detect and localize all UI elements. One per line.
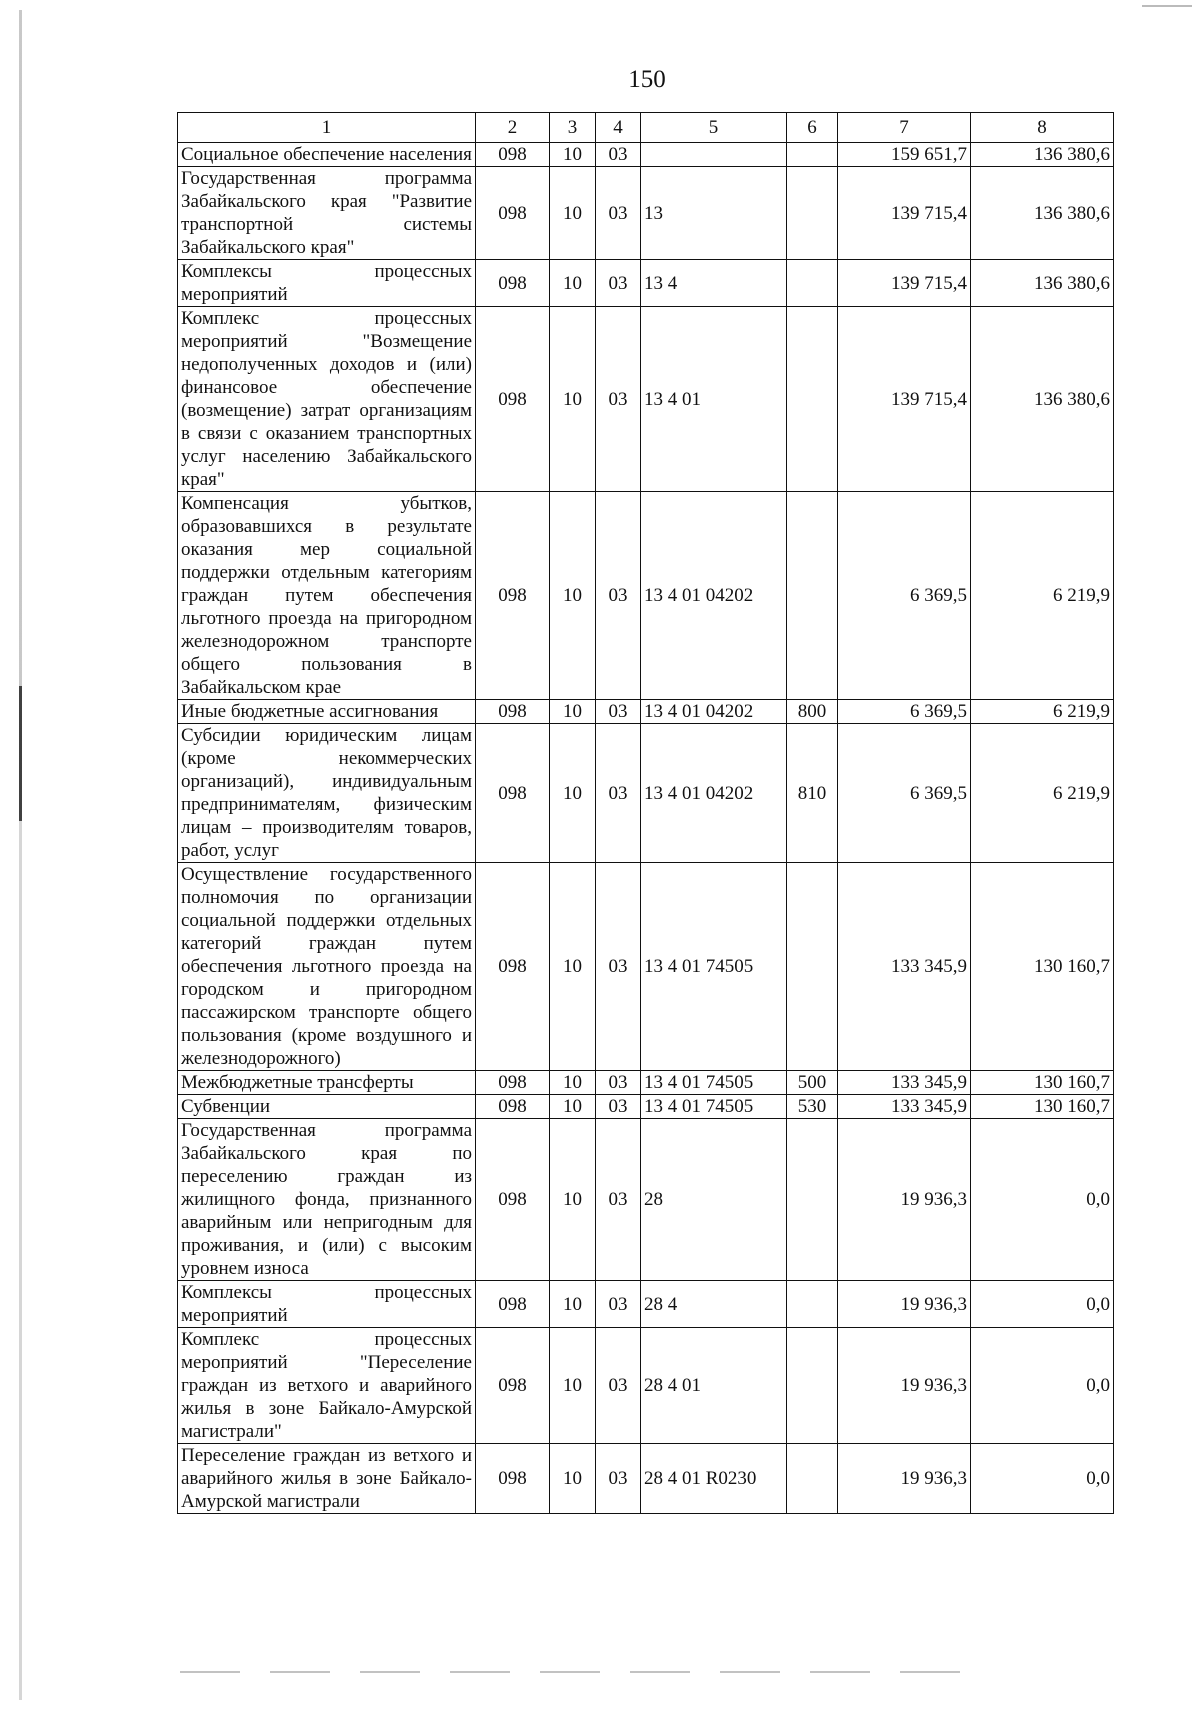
- row-amount-2: 130 160,7: [971, 1095, 1114, 1119]
- row-target-code: 13 4 01 04202: [641, 724, 787, 863]
- row-subsection: 03: [596, 1071, 641, 1095]
- table-row: [178, 260, 1114, 307]
- row-section: 10: [550, 1444, 596, 1514]
- row-amount-2: 136 380,6: [971, 143, 1114, 167]
- row-amount-1: 6 369,5: [838, 492, 971, 700]
- row-expense-type: [787, 1328, 838, 1444]
- row-section: 10: [550, 1328, 596, 1444]
- table-row: [178, 143, 1114, 167]
- row-amount-1: 139 715,4: [838, 307, 971, 492]
- budget-table: [177, 112, 1114, 1514]
- row-amount-2: 6 219,9: [971, 700, 1114, 724]
- row-amount-1: 19 936,3: [838, 1444, 971, 1514]
- row-admin-code: 098: [476, 863, 550, 1071]
- row-target-code: 13 4 01 74505: [641, 1071, 787, 1095]
- header-col-7: 7: [838, 113, 971, 143]
- row-name: Субсидии юридическим лицам (кроме некоммерческих организаций), индивидуальным предпринимателям, физическим лицам – производителям товаров, работ, услуг: [178, 724, 476, 863]
- row-admin-code: 098: [476, 143, 550, 167]
- row-expense-type: [787, 1444, 838, 1514]
- row-expense-type: [787, 863, 838, 1071]
- row-target-code: 13 4 01 74505: [641, 1095, 787, 1119]
- row-expense-type: [787, 1281, 838, 1328]
- row-section: 10: [550, 260, 596, 307]
- row-amount-2: 130 160,7: [971, 1071, 1114, 1095]
- scan-bottom-mark: [180, 1671, 960, 1673]
- row-amount-2: 0,0: [971, 1119, 1114, 1281]
- row-name: Комплексы процессных мероприятий: [178, 1281, 476, 1328]
- row-subsection: 03: [596, 863, 641, 1071]
- table-row: [178, 1328, 1114, 1444]
- row-name: Осуществление государственного полномочия по организации социальной поддержки отдельных категорий граждан путем обеспечения льготного проезда на городском и пригородном пассажирском транспорте общего пользования (кроме воздушного и железнодорожного): [178, 863, 476, 1071]
- row-target-code: 28 4 01 R0230: [641, 1444, 787, 1514]
- row-expense-type: [787, 143, 838, 167]
- row-subsection: 03: [596, 260, 641, 307]
- row-name: Комплекс процессных мероприятий "Переселение граждан из ветхого и аварийного жилья в зоне Байкало-Амурской магистрали": [178, 1328, 476, 1444]
- row-amount-1: 133 345,9: [838, 1095, 971, 1119]
- table-row: [178, 700, 1114, 724]
- row-expense-type: [787, 492, 838, 700]
- table-header-row: [178, 113, 1114, 143]
- table-row: [178, 1095, 1114, 1119]
- row-section: 10: [550, 167, 596, 260]
- row-admin-code: 098: [476, 1281, 550, 1328]
- row-target-code: [641, 143, 787, 167]
- row-amount-1: 6 369,5: [838, 724, 971, 863]
- table-row: [178, 724, 1114, 863]
- row-expense-type: [787, 260, 838, 307]
- row-amount-2: 136 380,6: [971, 167, 1114, 260]
- row-admin-code: 098: [476, 167, 550, 260]
- header-col-4: 4: [596, 113, 641, 143]
- row-target-code: 13 4 01 04202: [641, 700, 787, 724]
- table-row: [178, 1119, 1114, 1281]
- row-expense-type: 530: [787, 1095, 838, 1119]
- row-subsection: 03: [596, 492, 641, 700]
- row-expense-type: 810: [787, 724, 838, 863]
- row-target-code: 28 4: [641, 1281, 787, 1328]
- page-number: 150: [628, 66, 666, 93]
- row-section: 10: [550, 1071, 596, 1095]
- row-target-code: 28 4 01: [641, 1328, 787, 1444]
- row-admin-code: 098: [476, 1328, 550, 1444]
- table-row: [178, 1281, 1114, 1328]
- row-amount-2: 6 219,9: [971, 492, 1114, 700]
- row-amount-1: 139 715,4: [838, 167, 971, 260]
- header-col-3: 3: [550, 113, 596, 143]
- row-amount-2: 6 219,9: [971, 724, 1114, 863]
- row-target-code: 13: [641, 167, 787, 260]
- row-amount-2: 136 380,6: [971, 307, 1114, 492]
- row-section: 10: [550, 1281, 596, 1328]
- row-subsection: 03: [596, 700, 641, 724]
- row-name: Переселение граждан из ветхого и аварийного жилья в зоне Байкало-Амурской магистрали: [178, 1444, 476, 1514]
- row-name: Государственная программа Забайкальского края "Развитие транспортной системы Забайкальского края": [178, 167, 476, 260]
- row-amount-1: 6 369,5: [838, 700, 971, 724]
- row-name: Комплекс процессных мероприятий "Возмещение недополученных доходов и (или) финансовое обеспечение (возмещение) затрат организациям в связи с оказанием транспортных услуг населению Забайкальского края": [178, 307, 476, 492]
- row-amount-1: 19 936,3: [838, 1328, 971, 1444]
- row-section: 10: [550, 307, 596, 492]
- row-name: Субвенции: [178, 1095, 476, 1119]
- row-expense-type: [787, 307, 838, 492]
- row-name: Социальное обеспечение населения: [178, 143, 476, 167]
- row-section: 10: [550, 143, 596, 167]
- row-admin-code: 098: [476, 492, 550, 700]
- row-name: Компенсация убытков, образовавшихся в результате оказания мер социальной поддержки отдельным категориям граждан путем обеспечения льготного проезда на пригородном железнодорожном транспорте общего пользования в Забайкальском крае: [178, 492, 476, 700]
- row-admin-code: 098: [476, 1095, 550, 1119]
- row-subsection: 03: [596, 1444, 641, 1514]
- row-amount-2: 130 160,7: [971, 863, 1114, 1071]
- row-amount-2: 136 380,6: [971, 260, 1114, 307]
- row-subsection: 03: [596, 1095, 641, 1119]
- row-amount-1: 19 936,3: [838, 1281, 971, 1328]
- row-subsection: 03: [596, 1281, 641, 1328]
- row-section: 10: [550, 863, 596, 1071]
- row-subsection: 03: [596, 1119, 641, 1281]
- row-section: 10: [550, 700, 596, 724]
- row-target-code: 28: [641, 1119, 787, 1281]
- row-amount-1: 133 345,9: [838, 863, 971, 1071]
- table-row: [178, 307, 1114, 492]
- header-col-6: 6: [787, 113, 838, 143]
- row-target-code: 13 4: [641, 260, 787, 307]
- row-target-code: 13 4 01 74505: [641, 863, 787, 1071]
- header-col-2: 2: [476, 113, 550, 143]
- row-name: Комплексы процессных мероприятий: [178, 260, 476, 307]
- table-row: [178, 863, 1114, 1071]
- row-amount-1: 19 936,3: [838, 1119, 971, 1281]
- table-row: [178, 167, 1114, 260]
- row-subsection: 03: [596, 724, 641, 863]
- row-amount-1: 159 651,7: [838, 143, 971, 167]
- header-col-1: 1: [178, 113, 476, 143]
- row-admin-code: 098: [476, 700, 550, 724]
- row-section: 10: [550, 724, 596, 863]
- row-subsection: 03: [596, 167, 641, 260]
- row-amount-1: 139 715,4: [838, 260, 971, 307]
- row-admin-code: 098: [476, 1071, 550, 1095]
- row-section: 10: [550, 1119, 596, 1281]
- header-col-8: 8: [971, 113, 1114, 143]
- row-expense-type: 800: [787, 700, 838, 724]
- row-name: Государственная программа Забайкальского края по переселению граждан из жилищного фонда, признанного аварийным или непригодным для проживания, и (или) с высоким уровнем износа: [178, 1119, 476, 1281]
- table-row: [178, 492, 1114, 700]
- header-col-5: 5: [641, 113, 787, 143]
- row-admin-code: 098: [476, 1119, 550, 1281]
- row-subsection: 03: [596, 1328, 641, 1444]
- row-amount-2: 0,0: [971, 1444, 1114, 1514]
- row-admin-code: 098: [476, 1444, 550, 1514]
- row-expense-type: 500: [787, 1071, 838, 1095]
- table-row: [178, 1444, 1114, 1514]
- row-name: Иные бюджетные ассигнования: [178, 700, 476, 724]
- row-target-code: 13 4 01 04202: [641, 492, 787, 700]
- row-amount-2: 0,0: [971, 1328, 1114, 1444]
- row-admin-code: 098: [476, 260, 550, 307]
- row-amount-2: 0,0: [971, 1281, 1114, 1328]
- row-expense-type: [787, 1119, 838, 1281]
- row-expense-type: [787, 167, 838, 260]
- row-section: 10: [550, 492, 596, 700]
- row-name: Межбюджетные трансферты: [178, 1071, 476, 1095]
- scan-top-mark: [1142, 5, 1192, 7]
- row-admin-code: 098: [476, 307, 550, 492]
- row-subsection: 03: [596, 307, 641, 492]
- row-section: 10: [550, 1095, 596, 1119]
- row-amount-1: 133 345,9: [838, 1071, 971, 1095]
- row-subsection: 03: [596, 143, 641, 167]
- table-row: [178, 1071, 1114, 1095]
- row-admin-code: 098: [476, 724, 550, 863]
- scan-left-edge: [19, 10, 22, 1700]
- row-target-code: 13 4 01: [641, 307, 787, 492]
